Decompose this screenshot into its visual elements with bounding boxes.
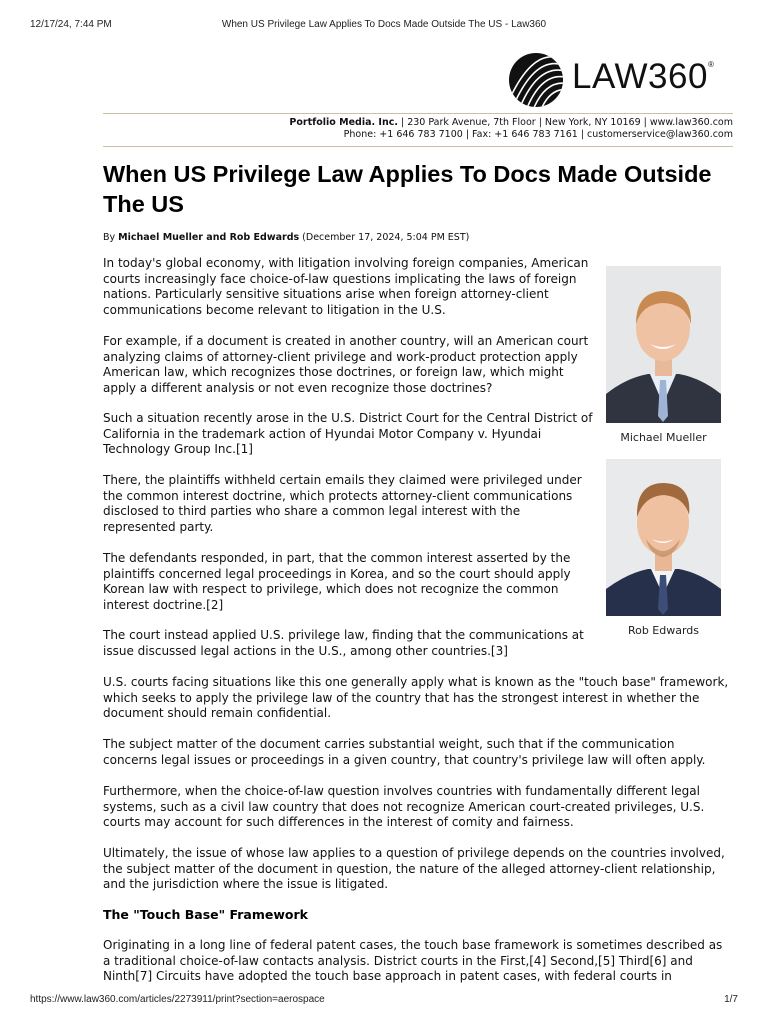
print-header <box>30 19 738 33</box>
law360-globe-icon <box>506 50 566 110</box>
paragraph: The subject matter of the document carries substantial weight, such that if the communication concerns legal issues or proceedings in a given country, that country's privilege law will often apply. <box>103 737 706 767</box>
publisher-address: | 230 Park Avenue, 7th Floor | New York, NY 10169 | www.law360.com <box>397 117 733 128</box>
paragraph: Originating in a long line of federal patent cases, the touch base framework is sometimes described as a traditional choice-of-law contacts analysis. District courts in the First,[4] Second,[5] Third[6] and Ninth[7] Circuits have adopted the touch base approach in patent cases, with federal courts in <box>103 938 723 983</box>
author-photo-michael-mueller <box>606 266 721 423</box>
paragraph: There, the plaintiffs withheld certain emails they claimed were privileged under the common interest doctrine, which protects attorney-client communications disclosed to third parties who share a common legal interest with the represented party. <box>103 473 582 534</box>
publisher-info <box>103 117 733 141</box>
print-footer <box>30 994 738 1008</box>
photo-caption: Michael Mueller <box>620 431 707 444</box>
article-headline: When US Privilege Law Applies To Docs Made Outside The US <box>103 161 712 217</box>
print-url: https://www.law360.com/articles/2273911/print?section=aerospace <box>30 994 325 1005</box>
header-rule <box>103 113 733 114</box>
paragraph: In today's global economy, with litigation involving foreign companies, American courts increasingly face choice-of-law questions implicating the laws of foreign nations. Particularly sensitive situations arise when foreign attorney-client communications become relevant to litigation in the U.S. <box>103 256 589 317</box>
paragraph: U.S. courts facing situations like this one generally apply what is known as the "touch base" framework, which seeks to apply the privilege law of the country that has the strongest interest in whether the document should remain confidential. <box>103 675 729 720</box>
print-datetime: 12/17/24, 7:44 PM <box>30 19 112 30</box>
print-page-number: 1/7 <box>724 994 738 1005</box>
paragraph: The defendants responded, in part, that the common interest asserted by the plaintiffs concerned legal proceedings in Korea, and so the court should apply Korean law with respect to privilege, which does not recognize the common interest doctrine.[2] <box>103 551 571 612</box>
print-title: When US Privilege Law Applies To Docs Made Outside The US - Law360 <box>221 19 547 30</box>
paragraph: For example, if a document is created in another country, will an American court analyzing claims of attorney-client privilege and work-product protection apply American law, which recognizes those doctrines, or foreign law, which might apply a different analysis or not even recognize those doctrines? <box>103 334 589 395</box>
header-rule-bottom <box>103 146 733 147</box>
author-photo-rob-edwards <box>606 459 721 616</box>
publisher-name: Portfolio Media. Inc. <box>289 117 398 128</box>
paragraph: Such a situation recently arose in the U.S. District Court for the Central District of California in the trademark action of Hyundai Motor Company v. Hyundai Technology Group Inc.[1] <box>103 411 593 456</box>
paragraph: The court instead applied U.S. privilege law, finding that the communications at issue discussed legal actions in the U.S., among other countries.[3] <box>103 628 584 658</box>
portrait-illustration <box>606 266 721 423</box>
section-heading: The "Touch Base" Framework <box>103 907 308 922</box>
byline-authors: Michael Mueller and Rob Edwards <box>118 232 300 243</box>
paragraph: Furthermore, when the choice-of-law question involves countries with fundamentally different legal systems, such as a civil law country that does not recognize American court-created privileges, U.S. courts may account for such differences in the interest of comity and fairness. <box>103 784 705 829</box>
byline: By Michael Mueller and Rob Edwards (December 17, 2024, 5:04 PM EST) <box>103 232 470 243</box>
publisher-contact: Phone: +1 646 783 7100 | Fax: +1 646 783 7161 | customerservice@law360.com <box>343 129 733 140</box>
law360-logo[interactable] <box>506 50 736 110</box>
byline-date: (December 17, 2024, 5:04 PM EST) <box>299 232 470 243</box>
law360-wordmark: LAW360® <box>572 57 715 96</box>
portrait-illustration <box>606 459 721 616</box>
photo-caption: Rob Edwards <box>627 624 700 637</box>
paragraph: Ultimately, the issue of whose law applies to a question of privilege depends on the countries involved, the subject matter of the document in question, the nature of the alleged attorney-client relationship, and the jurisdiction where the issue is litigated. <box>103 846 725 891</box>
